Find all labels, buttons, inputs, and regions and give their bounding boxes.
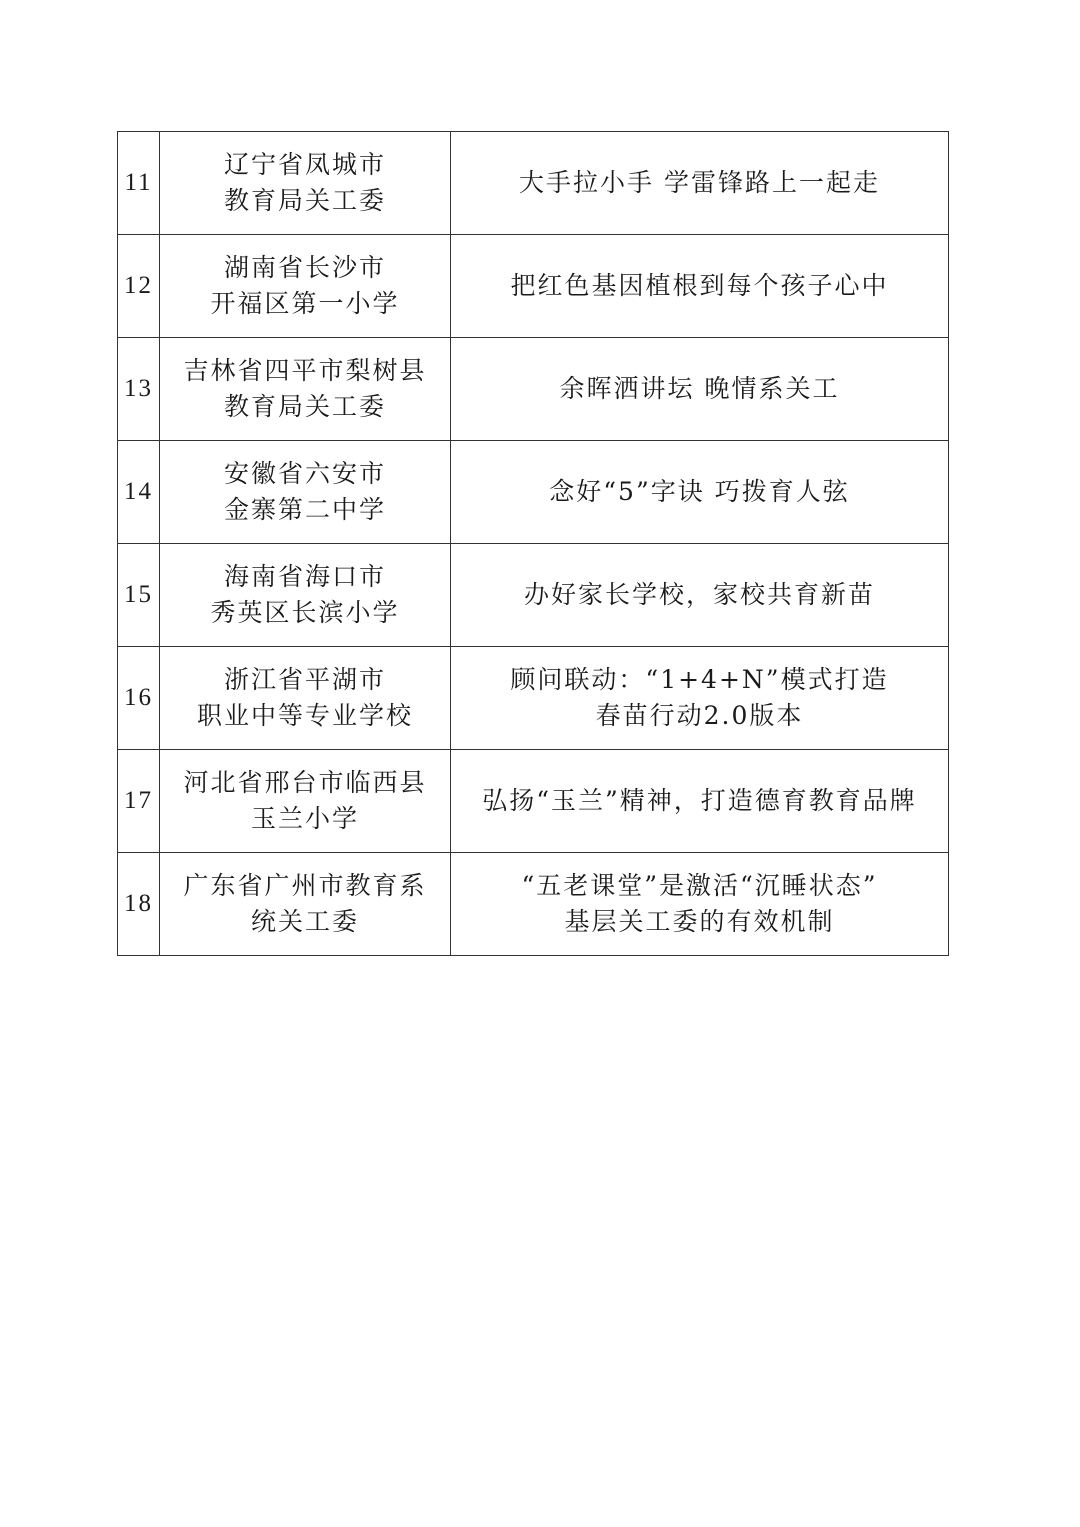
unit-line: 湖南省长沙市 (223, 253, 386, 282)
unit-cell (160, 647, 451, 750)
title-cell (451, 132, 949, 235)
title-line: 基层关工委的有效机制 (564, 907, 835, 936)
unit-line: 河北省邢台市临西县 (183, 768, 427, 797)
title-line: 念好“5”字诀 巧拨育人弦 (549, 477, 850, 506)
unit-line: 辽宁省凤城市 (223, 150, 386, 179)
title-line: 大手拉小手 学雷锋路上一起走 (519, 168, 880, 197)
award-table-body (118, 132, 949, 956)
table-row (118, 750, 949, 853)
unit-cell (160, 853, 451, 956)
unit-cell (160, 235, 451, 338)
title-cell (451, 647, 949, 750)
unit-line: 开福区第一小学 (210, 289, 400, 318)
title-cell (451, 853, 949, 956)
unit-line: 浙江省平湖市 (223, 665, 386, 694)
unit-line: 教育局关工委 (223, 186, 386, 215)
unit-line: 吉林省四平市梨树县 (183, 356, 427, 385)
row-number: 15 (118, 544, 160, 647)
award-table (117, 131, 949, 956)
row-number: 13 (118, 338, 160, 441)
title-line: 余晖洒讲坛 晚情系关工 (559, 374, 840, 403)
title-cell (451, 441, 949, 544)
table-row (118, 338, 949, 441)
title-cell (451, 235, 949, 338)
table-row (118, 132, 949, 235)
table-row (118, 441, 949, 544)
row-number: 12 (118, 235, 160, 338)
title-line: “五老课堂”是激活“沉睡状态” (521, 871, 878, 900)
unit-cell (160, 750, 451, 853)
unit-cell (160, 544, 451, 647)
unit-line: 安徽省六安市 (223, 459, 386, 488)
unit-cell (160, 338, 451, 441)
unit-cell (160, 132, 451, 235)
unit-line: 玉兰小学 (250, 804, 359, 833)
row-number: 18 (118, 853, 160, 956)
unit-line: 教育局关工委 (223, 392, 386, 421)
unit-line: 海南省海口市 (223, 562, 386, 591)
unit-line: 职业中等专业学校 (196, 701, 413, 730)
unit-cell (160, 441, 451, 544)
title-line: 顾问联动：“1+4+N”模式打造 (510, 665, 889, 694)
row-number: 11 (118, 132, 160, 235)
table-row (118, 853, 949, 956)
row-number: 17 (118, 750, 160, 853)
unit-line: 广东省广州市教育系 (183, 871, 427, 900)
row-number: 14 (118, 441, 160, 544)
title-line: 办好家长学校，家校共育新苗 (523, 580, 875, 609)
table-row (118, 235, 949, 338)
title-line: 把红色基因植根到每个孩子心中 (510, 271, 889, 300)
title-cell (451, 338, 949, 441)
title-line: 弘扬“玉兰”精神，打造德育教育品牌 (482, 786, 917, 815)
row-number: 16 (118, 647, 160, 750)
table-row (118, 544, 949, 647)
title-line: 春苗行动2.0版本 (595, 701, 804, 730)
title-cell (451, 750, 949, 853)
unit-line: 统关工委 (250, 907, 359, 936)
title-cell (451, 544, 949, 647)
table-row (118, 647, 949, 750)
unit-line: 秀英区长滨小学 (210, 598, 400, 627)
unit-line: 金寨第二中学 (223, 495, 386, 524)
